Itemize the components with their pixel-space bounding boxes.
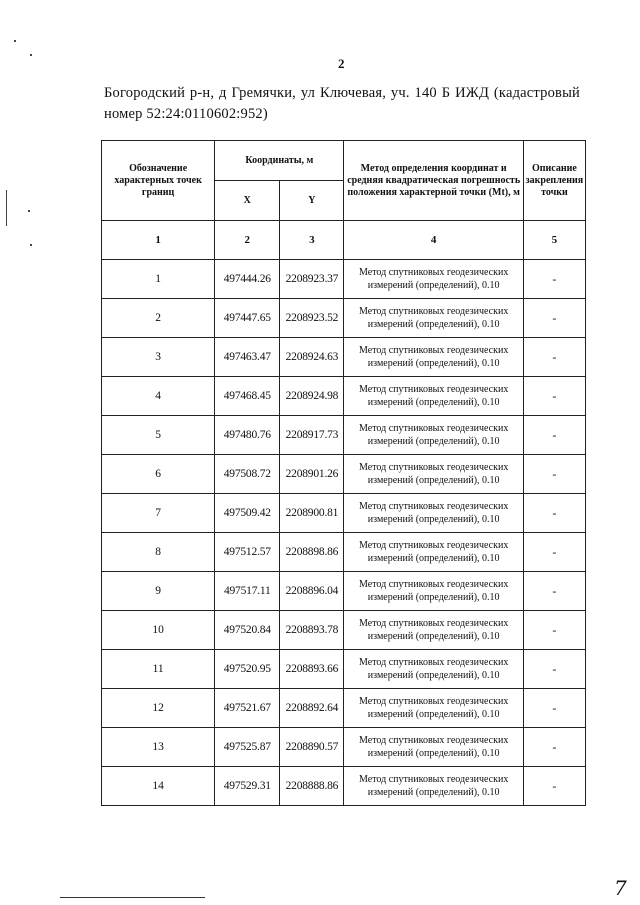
description-cell: - (523, 728, 585, 767)
point-number-cell: 8 (102, 533, 215, 572)
description-cell: - (523, 338, 585, 377)
method-cell: Метод спутниковых геодезических измерений (определений), 0.10 (344, 767, 523, 806)
method-cell: Метод спутниковых геодезических измерений (определений), 0.10 (344, 416, 523, 455)
description-cell: - (523, 689, 585, 728)
description-cell: - (523, 455, 585, 494)
table-row (102, 494, 586, 533)
handwritten-page-mark: 7 (614, 876, 627, 900)
scan-margin-mark (30, 54, 32, 56)
y-coordinate-cell: 2208898.86 (280, 533, 344, 572)
x-coordinate-cell: 497468.45 (215, 377, 280, 416)
description-cell: - (523, 533, 585, 572)
description-cell: - (523, 377, 585, 416)
x-coordinate-cell: 497521.67 (215, 689, 280, 728)
method-cell: Метод спутниковых геодезических измерений (определений), 0.10 (344, 533, 523, 572)
method-cell: Метод спутниковых геодезических измерений (определений), 0.10 (344, 260, 523, 299)
method-cell: Метод спутниковых геодезических измерений (определений), 0.10 (344, 299, 523, 338)
point-number-cell: 9 (102, 572, 215, 611)
x-coordinate-cell: 497463.47 (215, 338, 280, 377)
method-cell: Метод спутниковых геодезических измерений (определений), 0.10 (344, 494, 523, 533)
y-coordinate-cell: 2208890.57 (280, 728, 344, 767)
description-cell: - (523, 650, 585, 689)
x-coordinate-cell: 497520.95 (215, 650, 280, 689)
description-cell: - (523, 416, 585, 455)
table-row (102, 689, 586, 728)
table-row (102, 416, 586, 455)
point-number-cell: 13 (102, 728, 215, 767)
point-number-cell: 4 (102, 377, 215, 416)
method-cell: Метод спутниковых геодезических измерений (определений), 0.10 (344, 728, 523, 767)
header-x: X (215, 181, 280, 221)
scan-margin-mark (28, 210, 30, 212)
point-number-cell: 11 (102, 650, 215, 689)
x-coordinate-cell: 497517.11 (215, 572, 280, 611)
y-coordinate-cell: 2208893.66 (280, 650, 344, 689)
method-cell: Метод спутниковых геодезических измерений (определений), 0.10 (344, 572, 523, 611)
address-heading: Богородский р-н, д Гремячки, ул Ключевая, уч. 140 Б ИЖД (кадастровый номер 52:24:0110602:952) (104, 85, 580, 122)
point-number-cell: 6 (102, 455, 215, 494)
y-coordinate-cell: 2208892.64 (280, 689, 344, 728)
description-cell: - (523, 572, 585, 611)
table-row (102, 767, 586, 806)
column-number: 2 (215, 221, 280, 260)
method-cell: Метод спутниковых геодезических измерений (определений), 0.10 (344, 611, 523, 650)
scan-margin-mark (6, 190, 7, 226)
point-number-cell: 7 (102, 494, 215, 533)
header-y: Y (280, 181, 344, 221)
x-coordinate-cell: 497520.84 (215, 611, 280, 650)
y-coordinate-cell: 2208917.73 (280, 416, 344, 455)
point-number-cell: 3 (102, 338, 215, 377)
x-coordinate-cell: 497508.72 (215, 455, 280, 494)
column-number: 4 (344, 221, 523, 260)
y-coordinate-cell: 2208923.52 (280, 299, 344, 338)
scan-margin-mark (14, 40, 16, 42)
footer-rule (60, 897, 205, 898)
table-row (102, 260, 586, 299)
header-description: Описание закрепления точки (523, 141, 585, 221)
page-number: 2 (338, 56, 345, 71)
header-designation: Обозначение характерных точек границ (102, 141, 215, 221)
method-cell: Метод спутниковых геодезических измерений (определений), 0.10 (344, 455, 523, 494)
point-number-cell: 14 (102, 767, 215, 806)
y-coordinate-cell: 2208900.81 (280, 494, 344, 533)
method-cell: Метод спутниковых геодезических измерений (определений), 0.10 (344, 338, 523, 377)
description-cell: - (523, 299, 585, 338)
table-row (102, 299, 586, 338)
description-cell: - (523, 767, 585, 806)
column-number-row (102, 221, 586, 260)
table-row (102, 650, 586, 689)
description-cell: - (523, 260, 585, 299)
table-row (102, 338, 586, 377)
column-number: 1 (102, 221, 215, 260)
x-coordinate-cell: 497447.65 (215, 299, 280, 338)
method-cell: Метод спутниковых геодезических измерений (определений), 0.10 (344, 377, 523, 416)
x-coordinate-cell: 497509.42 (215, 494, 280, 533)
table-row (102, 572, 586, 611)
scan-margin-mark (30, 244, 32, 246)
header-coordinates: Координаты, м (215, 141, 344, 181)
method-cell: Метод спутниковых геодезических измерений (определений), 0.10 (344, 650, 523, 689)
x-coordinate-cell: 497512.57 (215, 533, 280, 572)
x-coordinate-cell: 497444.26 (215, 260, 280, 299)
y-coordinate-cell: 2208888.86 (280, 767, 344, 806)
table-row (102, 611, 586, 650)
point-number-cell: 2 (102, 299, 215, 338)
point-number-cell: 12 (102, 689, 215, 728)
coordinates-table (101, 140, 586, 806)
y-coordinate-cell: 2208923.37 (280, 260, 344, 299)
y-coordinate-cell: 2208924.98 (280, 377, 344, 416)
description-cell: - (523, 494, 585, 533)
table-row (102, 533, 586, 572)
y-coordinate-cell: 2208901.26 (280, 455, 344, 494)
y-coordinate-cell: 2208893.78 (280, 611, 344, 650)
column-number: 5 (523, 221, 585, 260)
point-number-cell: 1 (102, 260, 215, 299)
point-number-cell: 10 (102, 611, 215, 650)
table-row (102, 455, 586, 494)
description-cell: - (523, 611, 585, 650)
point-number-cell: 5 (102, 416, 215, 455)
y-coordinate-cell: 2208924.63 (280, 338, 344, 377)
y-coordinate-cell: 2208896.04 (280, 572, 344, 611)
x-coordinate-cell: 497525.87 (215, 728, 280, 767)
table-row (102, 377, 586, 416)
header-method: Метод определения координат и средняя квадратическая погрешность положения характерной точки (Mt), м (344, 141, 523, 221)
x-coordinate-cell: 497480.76 (215, 416, 280, 455)
table-row (102, 728, 586, 767)
method-cell: Метод спутниковых геодезических измерений (определений), 0.10 (344, 689, 523, 728)
x-coordinate-cell: 497529.31 (215, 767, 280, 806)
column-number: 3 (280, 221, 344, 260)
